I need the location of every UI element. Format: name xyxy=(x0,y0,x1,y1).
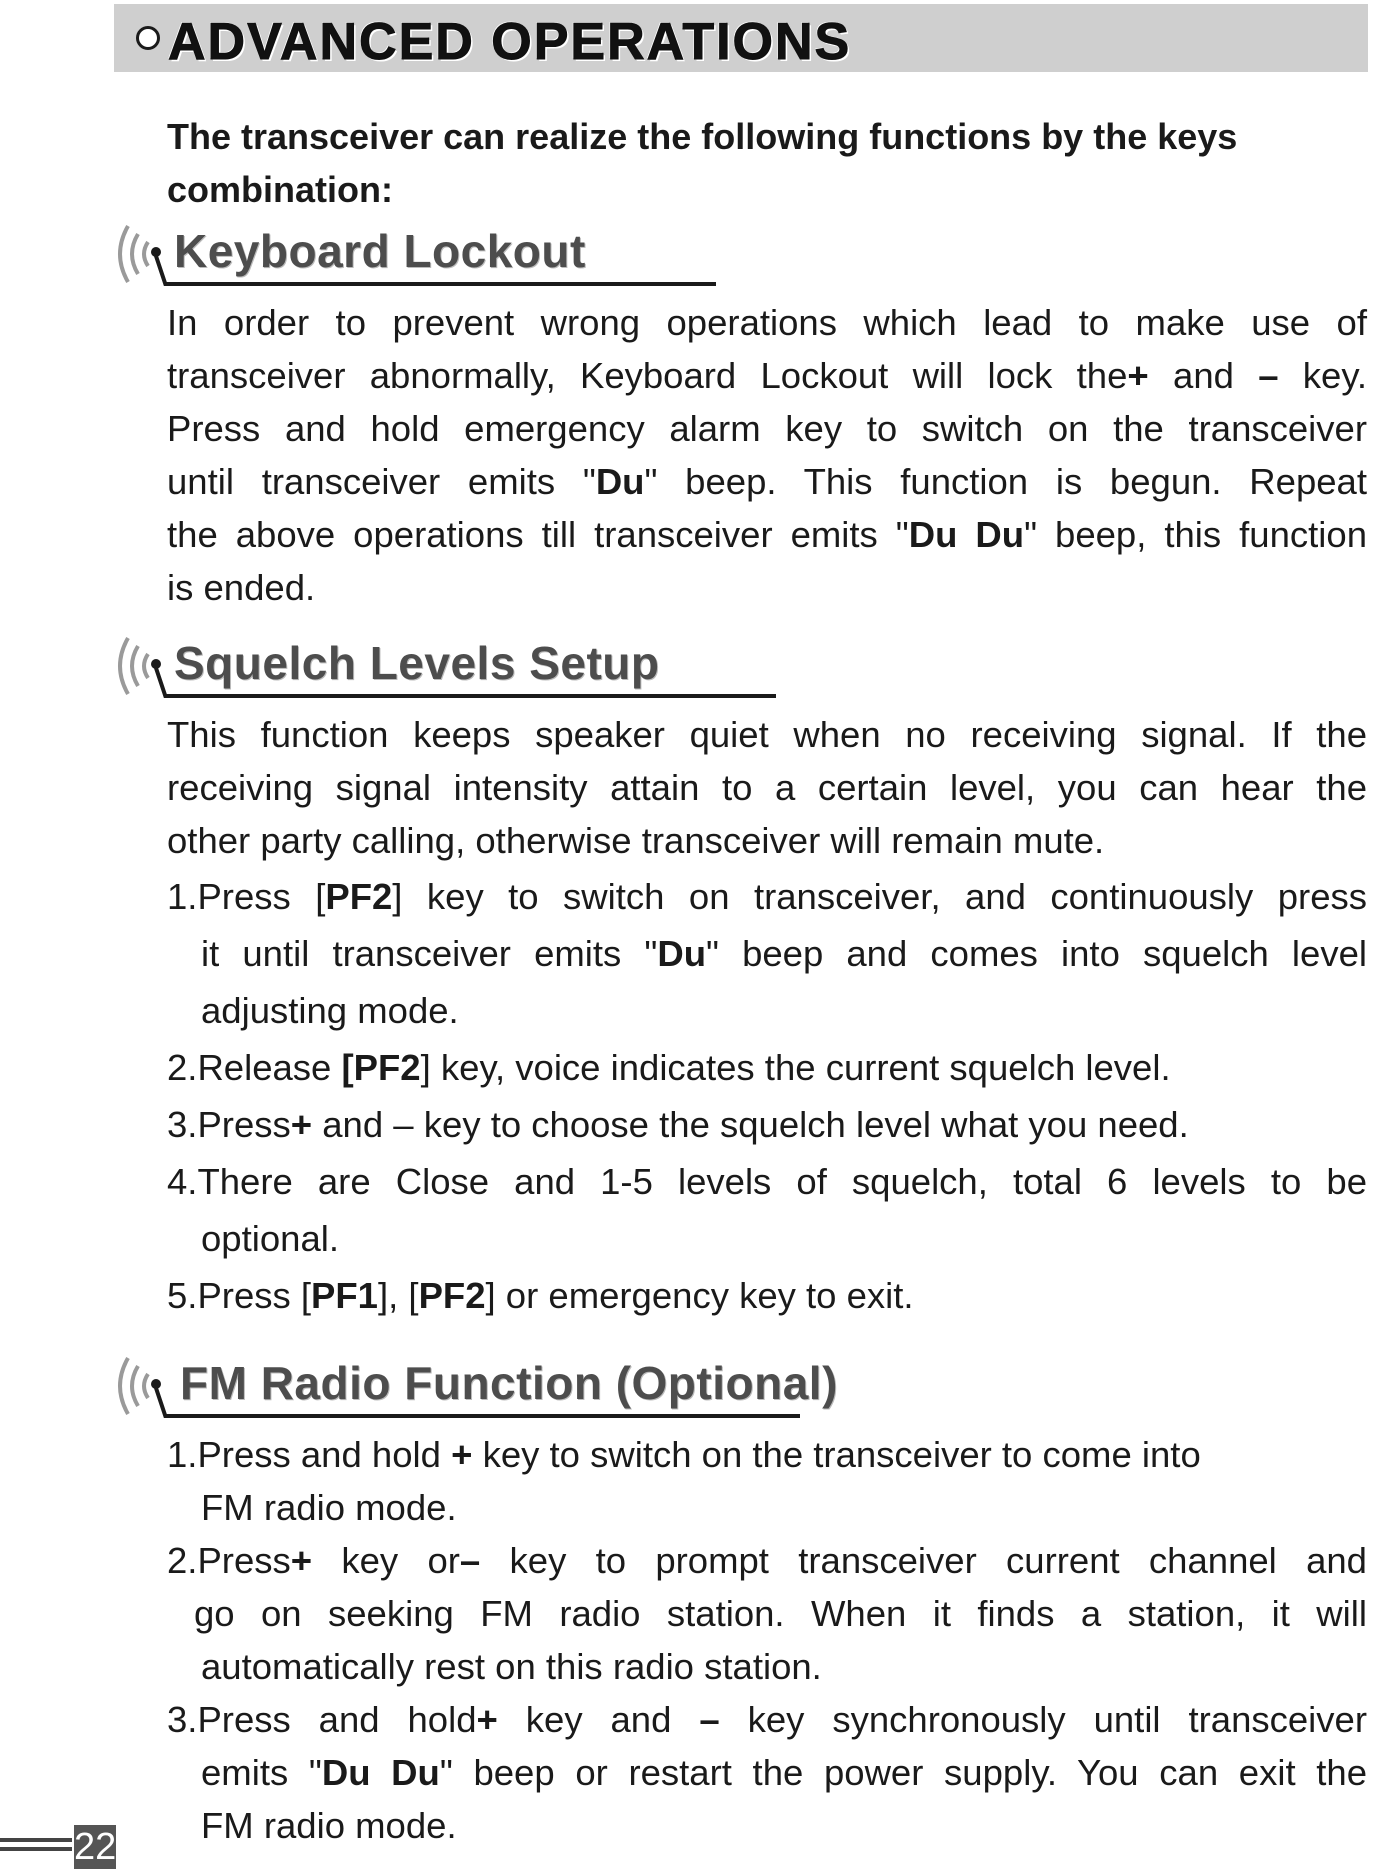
heading-underline xyxy=(164,282,716,286)
fm-step-3-line-1: 3.Press and hold+ key and – key synchronously until transceiver xyxy=(167,1699,1367,1740)
heading-underline xyxy=(164,1414,800,1418)
plus-key-icon: + xyxy=(476,1699,498,1740)
minus-key-icon: – xyxy=(459,1540,481,1581)
heading-squelch xyxy=(108,632,728,702)
sq-step-4-line-1: 4.There are Close and 1-5 levels of squelch, total 6 levels to be xyxy=(167,1161,1367,1202)
fm-step-2-line-3: automatically rest on this radio station. xyxy=(201,1646,822,1687)
signal-waves-icon xyxy=(108,220,172,286)
page-number: 22 xyxy=(74,1826,117,1868)
sq-step-4-line-2: optional. xyxy=(201,1218,339,1259)
sq-step-1-line-2: it until transceiver emits "Du" beep and comes into squelch level xyxy=(201,933,1367,974)
heading-keyboard-lockout xyxy=(108,220,728,290)
heading-text: FM Radio Function (Optional) xyxy=(180,1357,838,1409)
plus-key-icon: + xyxy=(290,1104,313,1145)
plus-key-icon: + xyxy=(1127,355,1149,396)
kl-line-3: Press and hold emergency alarm key to switch on the transceiver xyxy=(167,408,1367,449)
fm-step-3-line-3: FM radio mode. xyxy=(201,1805,457,1846)
heading-underline xyxy=(164,694,776,698)
fm-step-2-line-2: go on seeking FM radio station. When it finds a station, it will xyxy=(194,1593,1367,1634)
signal-waves-icon xyxy=(108,632,172,698)
signal-waves-icon xyxy=(108,1352,172,1418)
plus-key-icon: + xyxy=(451,1434,473,1475)
sq-step-3: 3.Press+ and – key to choose the squelch level what you need. xyxy=(167,1104,1189,1145)
minus-key-icon: – xyxy=(393,1104,414,1145)
circle-bullet-icon xyxy=(136,26,160,50)
kl-line-6: is ended. xyxy=(167,567,316,608)
sq-step-5: 5.Press [PF1], [PF2] or emergency key to exit. xyxy=(167,1275,914,1316)
minus-key-icon: – xyxy=(1258,355,1279,396)
kl-line-5: the above operations till transceiver emits "Du Du" beep, this function xyxy=(167,514,1368,555)
sq-para-line-1: This function keeps speaker quiet when no receiving signal. If the xyxy=(167,714,1367,755)
sq-para-line-2: receiving signal intensity attain to a certain level, you can hear the xyxy=(167,767,1367,808)
kl-line-2: transceiver abnormally, Keyboard Lockout will lock the+ and – key. xyxy=(167,355,1367,396)
sq-step-2: 2.Release [PF2] key, voice indicates the current squelch level. xyxy=(167,1047,1171,1088)
page-number-bars xyxy=(0,1838,72,1856)
heading-text: Squelch Levels Setup xyxy=(174,637,660,689)
minus-key-icon: – xyxy=(699,1699,720,1740)
fm-step-1-line-1: 1.Press and hold + key to switch on the transceiver to come into xyxy=(167,1434,1201,1475)
kl-line-1: In order to prevent wrong operations which lead to make use of xyxy=(167,302,1367,343)
intro-lead: The transceiver can realize the following functions by the keys combination: xyxy=(167,116,1238,210)
section-banner xyxy=(114,4,1368,72)
page-title: ADVANCED OPERATIONS xyxy=(168,13,852,71)
heading-fm-radio xyxy=(108,1352,838,1422)
sq-step-1-line-3: adjusting mode. xyxy=(201,990,459,1031)
fm-step-3-line-2: emits "Du Du" beep or restart the power supply. You can exit the xyxy=(201,1752,1368,1793)
plus-key-icon: + xyxy=(290,1540,313,1581)
fm-step-1-line-2: FM radio mode. xyxy=(201,1487,457,1528)
kl-line-4: until transceiver emits "Du" beep. This function is begun. Repeat xyxy=(167,461,1367,502)
sq-step-1-line-1: 1.Press [PF2] key to switch on transceiver, and continuously press xyxy=(167,876,1367,917)
fm-step-2-line-1: 2.Press+ key or– key to prompt transceiver current channel and xyxy=(167,1540,1367,1581)
heading-text: Keyboard Lockout xyxy=(174,225,586,277)
sq-para-line-3: other party calling, otherwise transceiver will remain mute. xyxy=(167,820,1105,861)
